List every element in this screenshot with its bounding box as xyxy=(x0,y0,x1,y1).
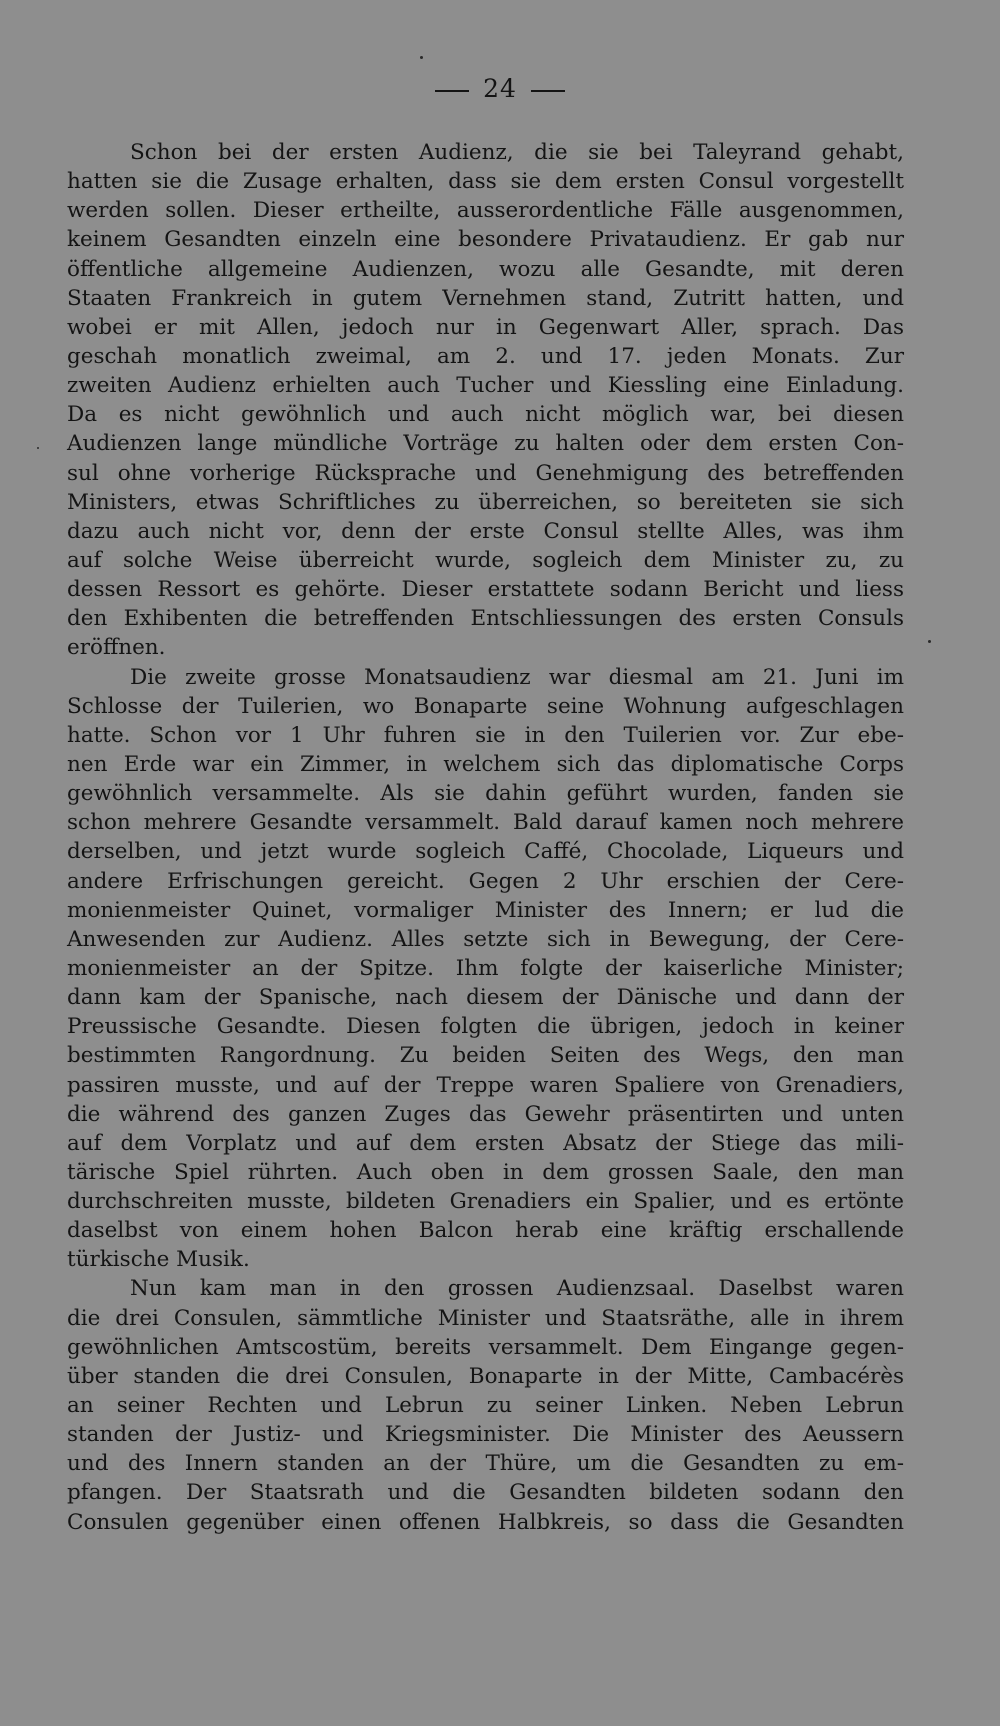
text-line: Anwesenden zur Audienz. Alles setzte sich in Bewegung, der Cere- xyxy=(67,926,904,952)
text-line: über standen die drei Consulen, Bonaparte in der Mitte, Cambacérès xyxy=(67,1363,904,1389)
right-dash xyxy=(531,90,565,92)
text-line: passiren musste, und auf der Treppe waren Spaliere von Grenadiers, xyxy=(67,1072,904,1098)
text-line: eröffnen. xyxy=(67,635,166,661)
text-line: sul ohne vorherige Rücksprache und Genehmigung des betreffenden xyxy=(67,460,904,486)
text-line: Preussische Gesandte. Diesen folgten die übrigen, jedoch in keiner xyxy=(67,1014,904,1040)
text-line: Schon bei der ersten Audienz, die sie bei Taleyrand gehabt, xyxy=(130,140,904,165)
text-line: Nun kam man in den grossen Audienzsaal. Daselbst waren xyxy=(130,1276,904,1302)
text-line: die während des ganzen Zuges das Gewehr präsentirten und unten xyxy=(67,1101,904,1127)
text-line: Ministers, etwas Schriftliches zu überreichen, so bereiteten sie sich xyxy=(67,489,904,515)
left-dash xyxy=(435,90,469,92)
text-line: dazu auch nicht vor, denn der erste Consul stellte Alles, was ihm xyxy=(67,518,904,544)
scan-speck xyxy=(420,56,423,59)
body-text xyxy=(67,138,904,1537)
text-line: schon mehrere Gesandte versammelt. Bald darauf kamen noch mehrere xyxy=(67,810,904,836)
page-number-header xyxy=(0,74,1000,104)
text-line: pfangen. Der Staatsrath und die Gesandten bildeten sodann den xyxy=(67,1480,904,1506)
text-line: die drei Consulen, sämmtliche Minister und Staatsräthe, alle in ihrem xyxy=(67,1305,904,1331)
text-line: standen der Justiz- und Kriegsminister. Die Minister des Aeussern xyxy=(67,1422,904,1448)
text-line: werden sollen. Dieser ertheilte, ausserordentliche Fälle ausgenommen, xyxy=(67,198,904,224)
text-line: monienmeister an der Spitze. Ihm folgte der kaiserliche Minister; xyxy=(67,955,904,981)
text-line: Consulen gegenüber einen offenen Halbkreis, so dass die Gesandten xyxy=(67,1509,904,1535)
scan-speck xyxy=(928,640,931,643)
text-line: dann kam der Spanische, nach diesem der Dänische und dann der xyxy=(67,985,904,1011)
text-line: den Exhibenten die betreffenden Entschliessungen des ersten Consuls xyxy=(67,606,904,632)
text-line: wobei er mit Allen, jedoch nur in Gegenwart Aller, sprach. Das xyxy=(67,314,904,340)
text-line: durchschreiten musste, bildeten Grenadiers ein Spalier, und es ertönte xyxy=(67,1189,904,1215)
text-line: tärische Spiel rührten. Auch oben in dem grossen Saale, den man xyxy=(67,1159,904,1185)
text-line: türkische Musik. xyxy=(67,1247,250,1273)
text-line: hatte. Schon vor 1 Uhr fuhren sie in den Tuilerien vor. Zur ebe- xyxy=(67,722,904,748)
text-line: öffentliche allgemeine Audienzen, wozu alle Gesandte, mit deren xyxy=(67,256,904,282)
text-line: daselbst von einem hohen Balcon herab eine kräftig erschallende xyxy=(67,1218,904,1244)
scan-speck xyxy=(37,447,39,449)
text-line: und des Innern standen an der Thüre, um die Gesandten zu em- xyxy=(67,1451,904,1477)
text-line: an seiner Rechten und Lebrun zu seiner Linken. Neben Lebrun xyxy=(67,1393,904,1419)
text-line: derselben, und jetzt wurde sogleich Caffé, Chocolade, Liqueurs und xyxy=(67,839,904,865)
text-line: Staaten Frankreich in gutem Vernehmen stand, Zutritt hatten, und xyxy=(67,285,904,311)
text-line: nen Erde war ein Zimmer, in welchem sich das diplomatische Corps xyxy=(67,751,904,777)
text-line: keinem Gesandten einzeln eine besondere Privataudienz. Er gab nur xyxy=(67,227,904,253)
text-line: andere Erfrischungen gereicht. Gegen 2 Uhr erschien der Cere- xyxy=(67,868,904,894)
text-line: auf dem Vorplatz und auf dem ersten Absatz der Stiege das mili- xyxy=(67,1130,904,1156)
text-line: gewöhnlich versammelte. Als sie dahin geführt wurden, fanden sie xyxy=(67,781,904,807)
text-line: Audienzen lange mündliche Vorträge zu halten oder dem ersten Con- xyxy=(67,431,904,457)
text-line: Schlosse der Tuilerien, wo Bonaparte seine Wohnung aufgeschlagen xyxy=(67,693,904,719)
text-line: hatten sie die Zusage erhalten, dass sie dem ersten Consul vorgestellt xyxy=(67,169,904,195)
text-line: dessen Ressort es gehörte. Dieser erstattete sodann Bericht und liess xyxy=(67,577,904,603)
text-line: Die zweite grosse Monatsaudienz war diesmal am 21. Juni im xyxy=(130,664,904,690)
text-line: Da es nicht gewöhnlich und auch nicht möglich war, bei diesen xyxy=(67,402,904,428)
text-line: monienmeister Quinet, vormaliger Minister des Innern; er lud die xyxy=(67,897,904,923)
text-line: bestimmten Rangordnung. Zu beiden Seiten des Wegs, den man xyxy=(67,1043,904,1069)
text-line: zweiten Audienz erhielten auch Tucher und Kiessling eine Einladung. xyxy=(67,373,904,399)
text-line: auf solche Weise überreicht wurde, sogleich dem Minister zu, zu xyxy=(67,547,904,573)
page-number: 24 xyxy=(483,74,517,103)
text-line: geschah monatlich zweimal, am 2. und 17. jeden Monats. Zur xyxy=(67,343,904,369)
text-line: gewöhnlichen Amtscostüm, bereits versammelt. Dem Eingange gegen- xyxy=(67,1334,904,1360)
